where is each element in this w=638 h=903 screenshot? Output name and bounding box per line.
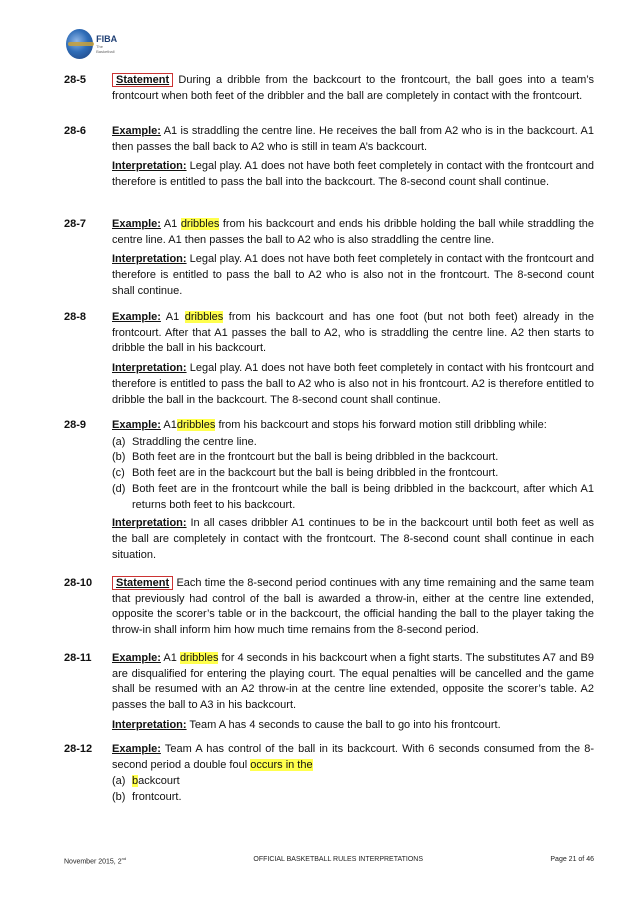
entry-text: for 4 seconds in his backcourt when a fight starts. The substitutes A7 and B9 are disqualified for entering the playing court. The equal penalties will be cancelled and the game shall be resumed with an A2 throw-in at the centre line extended, opposite the scorer’s table. A2 passes the ball to A3 in his backcourt. (112, 652, 594, 712)
entry-number: 28-10 (64, 577, 93, 589)
example-label: Example: (112, 125, 161, 137)
list-item (112, 466, 594, 482)
basketball-globe-icon (66, 29, 93, 59)
entry-text: A1 is straddling the centre line. He receives the ball from A2 who is in the backcourt. A1 then passes the ball back to A2 who is still in team A’s backcourt. (112, 125, 594, 153)
entry-28-8 (64, 310, 594, 412)
interpretation-label: Interpretation: (112, 253, 187, 266)
example-label: Example: (112, 743, 161, 755)
fiba-logo (66, 27, 120, 61)
list-marker: (a) (112, 435, 126, 448)
list-text: Both feet are in the frontcourt while the ball is being dribbled in the backcourt, after which A1 returns both feet to his backcourt. (132, 482, 594, 511)
entry-28-11 (64, 651, 594, 738)
interpretation-label: Interpretation: (112, 160, 187, 173)
entry-number: 28-6 (64, 125, 87, 137)
entry-text: Each time the 8-second period continues with any time remaining and the same team that previously had control of the ball is awarded a throw-in, either at the centre line extended, opposite the scorer’s table or in the backcourt, the official handing the ball to the player taking the throw-in shall inform him how much time remains from the 8-second period. (112, 577, 595, 637)
list-text: Both feet are in the backcourt but the ball is being dribbled in the frontcourt. (132, 467, 499, 480)
list-marker: (a) (112, 775, 126, 788)
list-text: frontcourt. (132, 791, 182, 804)
footer-date (64, 856, 126, 865)
entry-number: 28-9 (64, 419, 87, 431)
example-label: Example: (112, 218, 161, 230)
list-item (112, 482, 594, 513)
list-text: ackcourt (138, 775, 180, 788)
entry-text: from his backcourt and stops his forward motion still dribbling while: (218, 419, 547, 431)
example-label: Example: (112, 311, 161, 323)
entry-28-6 (64, 124, 594, 195)
highlight: dribbles (180, 218, 220, 230)
page-footer (64, 856, 594, 865)
list-marker: (b) (112, 791, 126, 804)
footer-page-number: Page 21 of 46 (550, 856, 594, 863)
footer-date-text: November 2015, 2 (64, 858, 122, 866)
list-item (112, 774, 594, 790)
logo-tagline: The Basketball (96, 43, 115, 54)
highlight: b (132, 775, 139, 788)
list-text: Both feet are in the frontcourt but the ball is being dribbled in the backcourt. (132, 451, 499, 464)
case-list (112, 774, 594, 805)
entry-text: Team A has control of the ball in its backcourt. With 6 seconds consumed from the 8-second period a double foul (112, 743, 595, 771)
entry-text-pre: A1 (163, 419, 177, 431)
entry-text-pre: A1 (165, 311, 180, 323)
footer-title: OFFICIAL BASKETBALL RULES INTERPRETATIONS (253, 856, 424, 863)
example-label: Example: (112, 652, 161, 664)
footer-date-sup: nd (121, 856, 127, 861)
list-marker: (c) (112, 467, 125, 480)
list-item (112, 790, 594, 806)
list-marker: (b) (112, 451, 126, 464)
list-text: Straddling the centre line. (132, 435, 257, 448)
entry-28-10 (64, 576, 594, 643)
entry-number: 28-11 (64, 652, 92, 664)
interpretation-label: Interpretation: (112, 362, 187, 375)
entry-number: 28-5 (64, 74, 87, 86)
entry-text-pre: A1 (163, 218, 178, 230)
entry-text: from his backcourt and ends his dribble holding the ball while straddling the centre line. A1 then passes the ball to A2 who is also straddling the centre line. (112, 218, 594, 246)
entry-28-9 (64, 418, 594, 567)
statement-label: Statement (112, 576, 173, 590)
interpretation-text: Team A has 4 seconds to cause the ball to go into his frontcourt. (189, 718, 501, 731)
case-list (112, 435, 594, 514)
entry-text: During a dribble from the backcourt to the frontcourt, the ball goes into a team’s frontcourt when both feet of the dribbler and the ball are completely in contact with the frontcourt. (112, 74, 594, 102)
interpretation-text: Legal play. A1 does not have both feet completely in contact with his frontcourt and therefore is entitled to pass the ball to A2 who is also not in his frontcourt. A2 is therefore entitled to dribble the ball in the backcourt. The 8-second count shall continue. (112, 362, 594, 406)
highlight: dribbles (176, 419, 216, 431)
logo-word: FIBA (96, 33, 118, 44)
interpretation-text: In all cases dribbler A1 continues to be in the backcourt until both feet as well as the ball are completely in contact with the frontcourt. The 8-second count shall continue in each situation. (112, 517, 594, 561)
list-item (112, 435, 594, 451)
interpretation-text: Legal play. A1 does not have both feet completely in contact with the frontcourt and therefore is entitled to pass the ball to A2 who is also not in the frontcourt. The 8-second count shall continue. (112, 253, 595, 297)
entry-number: 28-8 (64, 311, 87, 323)
list-marker: (d) (112, 482, 126, 495)
example-label: Example: (112, 419, 161, 431)
entry-number: 28-7 (64, 218, 87, 230)
entry-number: 28-12 (64, 743, 93, 755)
entry-28-12 (64, 742, 594, 806)
highlight: dribbles (184, 311, 224, 323)
statement-label: Statement (112, 73, 173, 87)
entry-28-5 (64, 73, 594, 108)
highlight: occurs in the (250, 758, 313, 771)
interpretation-label: Interpretation: (112, 517, 187, 530)
entry-28-7 (64, 217, 594, 304)
entry-text: from his backcourt and has one foot (but not both feet) already in the frontcourt. After that A1 passes the ball to A2, who is straddling the centre line. A2 then starts to dribble the ball in his backcourt. (112, 311, 595, 355)
highlight: dribbles (179, 652, 219, 664)
entry-text-pre: A1 (163, 652, 177, 664)
list-item (112, 450, 594, 466)
interpretation-label: Interpretation: (112, 718, 187, 731)
interpretation-text: Legal play. A1 does not have both feet completely in contact with the frontcourt and therefore is entitled to pass the ball into the backcourt. The 8-second count shall continue. (112, 160, 595, 189)
